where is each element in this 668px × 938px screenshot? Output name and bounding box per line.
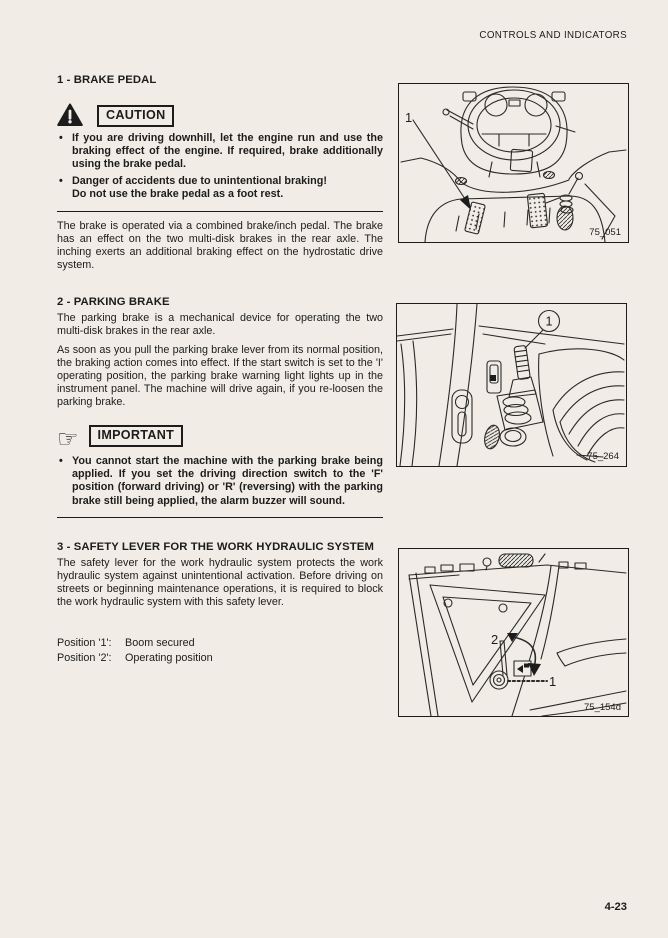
position-row-2 — [57, 651, 383, 666]
lever-icon-glyph — [524, 664, 529, 668]
position-row-1 — [57, 636, 383, 651]
figure2-callout-1: 1 — [545, 314, 553, 329]
figure3-callout-1: 1 — [549, 674, 557, 689]
figure-parking-brake-drawing — [397, 304, 626, 466]
figure-safety-lever — [398, 548, 629, 717]
figure-brake-pedal-drawing — [399, 84, 628, 242]
position-list — [57, 636, 383, 666]
position-1-value: Boom secured — [125, 637, 195, 649]
pointing-hand-icon: ☞ — [57, 424, 79, 453]
caution-bullet-2-line2: Do not use the brake pedal as a foot rest. — [72, 187, 284, 200]
page-number: 4-23 — [604, 901, 627, 913]
arrowhead — [460, 195, 471, 210]
warning-triangle-icon — [57, 103, 83, 127]
caution-label: CAUTION — [97, 105, 174, 127]
section-divider — [57, 517, 383, 518]
section3-para: The safety lever for the work hydraulic system protects the work hydraulic system against unintentional activation. Before driving on streets or beginning maintenance operations, it is required to block the work hydraulic system with this safety lever. — [57, 557, 383, 608]
figure3-callout-2: 2 — [491, 632, 499, 647]
position-2-label: Position '2': — [57, 652, 112, 664]
figure-caption: 75_051 — [589, 227, 621, 238]
caution-sign — [57, 103, 383, 127]
caution-bullet-list — [57, 132, 383, 204]
caution-bullet-1: • If you are driving downhill, let the engine run and use the braking effect of the engine. If required, brake additionally using the brake pedal. — [57, 132, 383, 172]
important-sign — [57, 424, 383, 453]
section-divider — [57, 211, 383, 212]
figure-parking-brake — [396, 303, 627, 467]
important-bullet-list — [57, 455, 383, 511]
figure-safety-lever-drawing — [399, 549, 628, 716]
running-header: CONTROLS AND INDICATORS — [479, 30, 627, 41]
figure-caption: 75_154d — [584, 702, 621, 713]
section3-title: 3 - SAFETY LEVER FOR THE WORK HYDRAULIC SYSTEM — [57, 541, 374, 553]
section2-title: 2 - PARKING BRAKE — [57, 296, 170, 308]
figure-brake-pedal — [398, 83, 629, 243]
section1-title: 1 - BRAKE PEDAL — [57, 74, 157, 86]
caution-bullet-2-line1: Danger of accidents due to unintentional braking! — [72, 174, 327, 187]
figure1-callout-1: 1 — [405, 110, 413, 125]
caution-bullet-2 — [57, 175, 383, 201]
section1-body: The brake is operated via a combined brake/inch pedal. The brake has an effect on the two multi-disk brakes in the rear axle. The inching exerts an additional braking effect on the hydrostatic drive system. — [57, 220, 383, 271]
important-label: IMPORTANT — [89, 425, 184, 447]
section2-para2: As soon as you pull the parking brake lever from its normal position, the braking action comes into effect. If the start switch is set to the 'I' operating position, the parking brake warning light lights up in the instrument panel. The machine will drive again, if you re-loosen the parking brake. — [57, 344, 383, 408]
position-2-value: Operating position — [125, 652, 213, 664]
important-bullet: • You cannot start the machine with the parking brake being applied. If you set the driving direction switch to the 'F' position (forward driving) or 'R' (reversing) with the parking brake still being applied, the alarm buzzer will sound. — [57, 455, 383, 508]
position-1-label: Position '1': — [57, 637, 112, 649]
figure-caption: 75_264 — [587, 451, 619, 462]
section2-para1: The parking brake is a mechanical device for operating the two multi-disk brakes in the rear axle. — [57, 312, 383, 337]
